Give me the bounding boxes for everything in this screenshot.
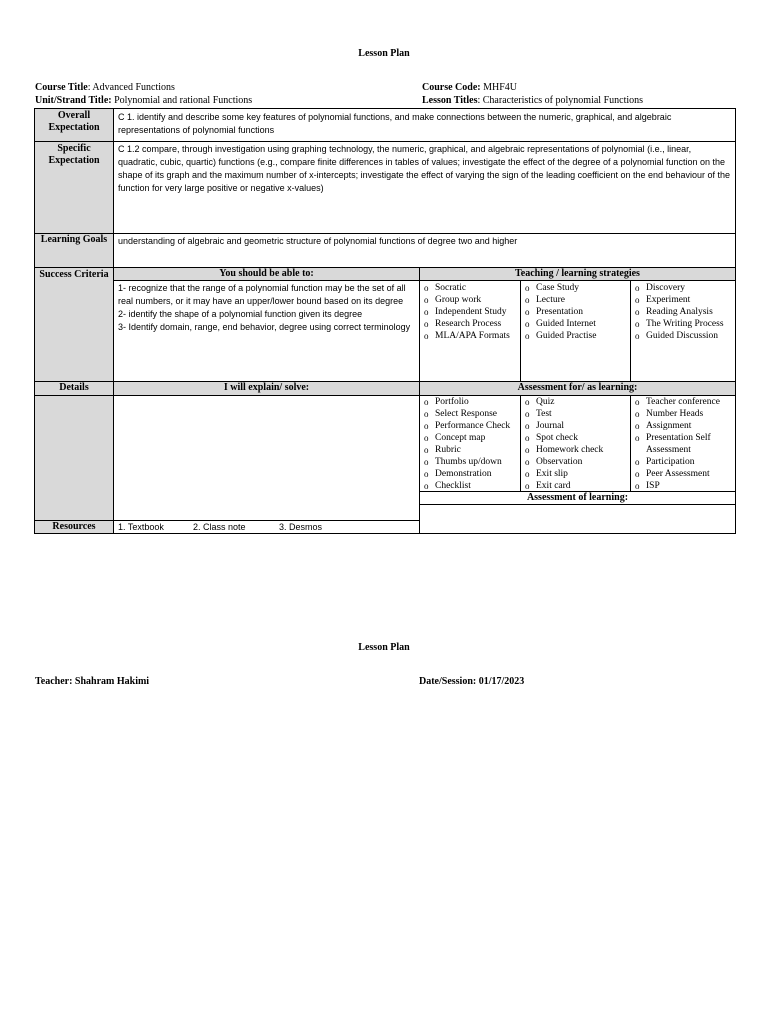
resources-label: Resources	[52, 521, 96, 532]
list-item: o Checklist	[420, 480, 520, 492]
assess-for-heading-cell	[419, 381, 736, 396]
goals-label-cell	[34, 233, 114, 268]
list-item: o Presentation	[521, 306, 630, 318]
list-item: o Teacher conference	[631, 396, 735, 408]
details-shade-cell	[34, 395, 114, 521]
list-item: o Exit card	[521, 480, 630, 492]
list-item: o Journal	[521, 420, 630, 432]
able-heading: You should be able to:	[219, 268, 314, 279]
resources-cell	[113, 520, 420, 534]
list-item: o Thumbs up/down	[420, 456, 520, 468]
list-item: o Observation	[521, 456, 630, 468]
specific-text: C 1.2 compare, through investigation using graphing technology, the numeric, graphical, and algebraic representations of polynomial (i.e., linear, quadratic, cubic, quartic) functions (e.g., compare finite differences in tables of values; investigate the effect of the degree of a polynomial function on the shape of its graph and the maximum number of x-intercepts; investigate the effect of varying the sign of the leading coefficient on the end behaviour of the function for very large positive or negative x-values)	[118, 144, 731, 193]
assess-of-heading: Assessment of learning:	[526, 492, 629, 503]
explain-heading-cell	[113, 381, 420, 396]
page-title: Lesson Plan	[358, 48, 410, 59]
success-text-cell	[113, 280, 420, 382]
page2-title: Lesson Plan	[358, 642, 410, 653]
specific-label-cell	[34, 141, 114, 234]
assess-col2	[520, 395, 631, 492]
list-item: o Demonstration	[420, 468, 520, 480]
resource-item: 2. Class note	[193, 522, 246, 532]
assess-col3	[630, 395, 736, 492]
goals-text: understanding of algebraic and geometric structure of polynomial functions of degree two and higher	[118, 236, 518, 246]
strategies-heading: Teaching / learning strategies	[515, 268, 640, 279]
list-item: o Participation	[631, 456, 735, 468]
explain-cell	[113, 395, 420, 521]
list-item: o Socratic	[420, 282, 520, 294]
success-text: 1- recognize that the range of a polynomial function may be the set of all real numbers, or it may have an upper/lower bound based on its degree 2- identify the shape of a polynomial function given its degree 3- Identify domain, range, end behavior, degree using correct terminology	[118, 283, 411, 332]
resource-item: 1. Textbook	[118, 522, 164, 532]
list-item: o Experiment	[631, 294, 735, 306]
list-item: o Guided Discussion	[631, 330, 735, 342]
list-item: o Rubric	[420, 444, 520, 456]
strategies-heading-cell	[419, 267, 736, 281]
resource-item: 3. Desmos	[279, 522, 323, 532]
assess-for-heading: Assessment for/ as learning:	[517, 382, 638, 393]
list-item: o ISP	[631, 480, 735, 492]
list-item: o Case Study	[521, 282, 630, 294]
specific-text-cell	[113, 141, 736, 234]
list-item: o Select Response	[420, 408, 520, 420]
strategies-col1	[419, 280, 521, 382]
list-item: o The Writing Process	[631, 318, 735, 330]
list-item: o Guided Practise	[521, 330, 630, 342]
list-item: o Peer Assessment	[631, 468, 735, 480]
success-label: Success Criteria	[39, 269, 109, 280]
overall-text: C 1. identify and describe some key features of polynomial functions, and make connections between the numeric, graphical, and algebraic representations of polynomial functions	[118, 112, 672, 135]
list-item: o Group work	[420, 294, 520, 306]
unit-title: Unit/Strand Title: Polynomial and rational Functions	[35, 95, 253, 106]
assess-of-cell	[419, 504, 736, 534]
overall-text-cell	[113, 108, 736, 142]
strategies-col3	[630, 280, 736, 382]
list-item: o Number Heads	[631, 408, 735, 420]
list-item: o Concept map	[420, 432, 520, 444]
assess-of-heading-cell	[419, 491, 736, 505]
overall-label: Overall Expectation	[48, 110, 100, 133]
specific-label: Specific Expectation	[48, 143, 100, 166]
date-session: Date/Session: 01/17/2023	[419, 676, 525, 687]
list-item: o Lecture	[521, 294, 630, 306]
resources-label-cell	[34, 520, 114, 534]
list-item: o Assignment	[631, 420, 735, 432]
list-item: o Spot check	[521, 432, 630, 444]
list-item: o Portfolio	[420, 396, 520, 408]
list-item: o MLA/APA Formats	[420, 330, 520, 342]
list-item: o Independent Study	[420, 306, 520, 318]
list-item: o Homework check	[521, 444, 630, 456]
teacher-name: Teacher: Shahram Hakimi	[35, 676, 150, 687]
goals-label: Learning Goals	[40, 234, 108, 245]
strategies-col2	[520, 280, 631, 382]
list-item: o Performance Check	[420, 420, 520, 432]
list-item: o Quiz	[521, 396, 630, 408]
list-item: o Reading Analysis	[631, 306, 735, 318]
list-item: o Test	[521, 408, 630, 420]
able-heading-cell	[113, 267, 420, 281]
assess-col1	[419, 395, 521, 492]
goals-text-cell	[113, 233, 736, 268]
course-title: Course Title: Advanced Functions	[35, 82, 175, 93]
details-label: Details	[59, 382, 89, 393]
list-item: o Guided Internet	[521, 318, 630, 330]
lesson-titles: Lesson Titles: Characteristics of polynomial Functions	[422, 95, 644, 106]
overall-label-cell	[34, 108, 114, 142]
list-item: o Discovery	[631, 282, 735, 294]
list-item: o Presentation Self Assessment	[631, 432, 735, 456]
course-code: Course Code: MHF4U	[422, 82, 518, 93]
details-label-cell	[34, 381, 114, 396]
explain-heading: I will explain/ solve:	[223, 382, 310, 393]
success-label-cell	[34, 267, 114, 382]
list-item: o Research Process	[420, 318, 520, 330]
list-item: o Exit slip	[521, 468, 630, 480]
